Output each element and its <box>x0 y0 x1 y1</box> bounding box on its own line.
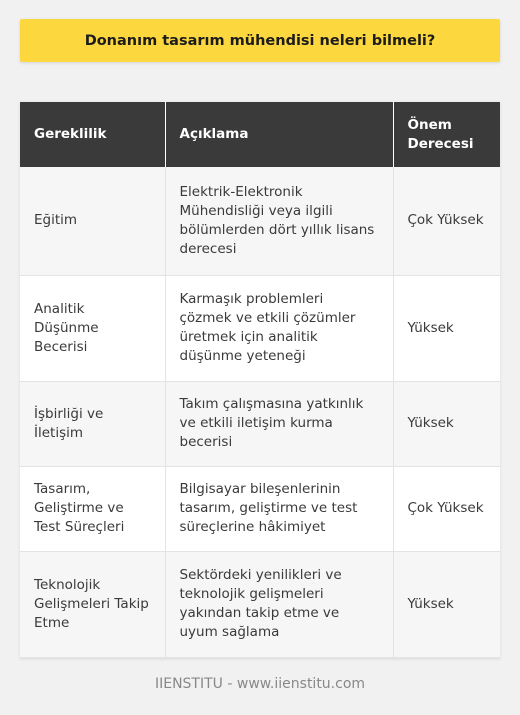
requirement-cell: Eğitim <box>20 167 165 275</box>
column-header-description: Açıklama <box>165 102 393 167</box>
requirement-cell: Teknolojik Gelişmeleri Takip Etme <box>20 551 165 657</box>
description-cell: Karmaşık problemleri çözmek ve etkili çözümler üretmek için analitik düşünme yeteneği <box>165 275 393 381</box>
requirement-cell: Analitik Düşünme Becerisi <box>20 275 165 381</box>
description-cell: Takım çalışmasına yatkınlık ve etkili iletişim kurma becerisi <box>165 381 393 466</box>
table-row <box>20 381 500 466</box>
importance-cell: Yüksek <box>393 381 500 466</box>
column-header-requirement: Gereklilik <box>20 102 165 167</box>
importance-cell: Yüksek <box>393 551 500 657</box>
importance-cell: Çok Yüksek <box>393 466 500 551</box>
table-header-row <box>20 102 500 167</box>
table-row <box>20 551 500 657</box>
requirement-cell: Tasarım, Geliştirme ve Test Süreçleri <box>20 466 165 551</box>
description-cell: Sektördeki yenilikleri ve teknolojik gelişmeleri yakından takip etme ve uyum sağlama <box>165 551 393 657</box>
page-title: Donanım tasarım mühendisi neleri bilmeli? <box>20 19 500 62</box>
requirement-cell: İşbirliği ve İletişim <box>20 381 165 466</box>
table-row <box>20 466 500 551</box>
description-cell: Bilgisayar bileşenlerinin tasarım, geliştirme ve test süreçlerine hâkimiyet <box>165 466 393 551</box>
table-row <box>20 167 500 275</box>
importance-cell: Yüksek <box>393 275 500 381</box>
requirements-table <box>20 102 500 658</box>
footer-source: IIENSTITU - www.iienstitu.com <box>154 676 366 692</box>
description-cell: Elektrik-Elektronik Mühendisliği veya ilgili bölümlerden dört yıllık lisans derecesi <box>165 167 393 275</box>
importance-cell: Çok Yüksek <box>393 167 500 275</box>
table-row <box>20 275 500 381</box>
column-header-importance: Önem Derecesi <box>393 102 500 167</box>
